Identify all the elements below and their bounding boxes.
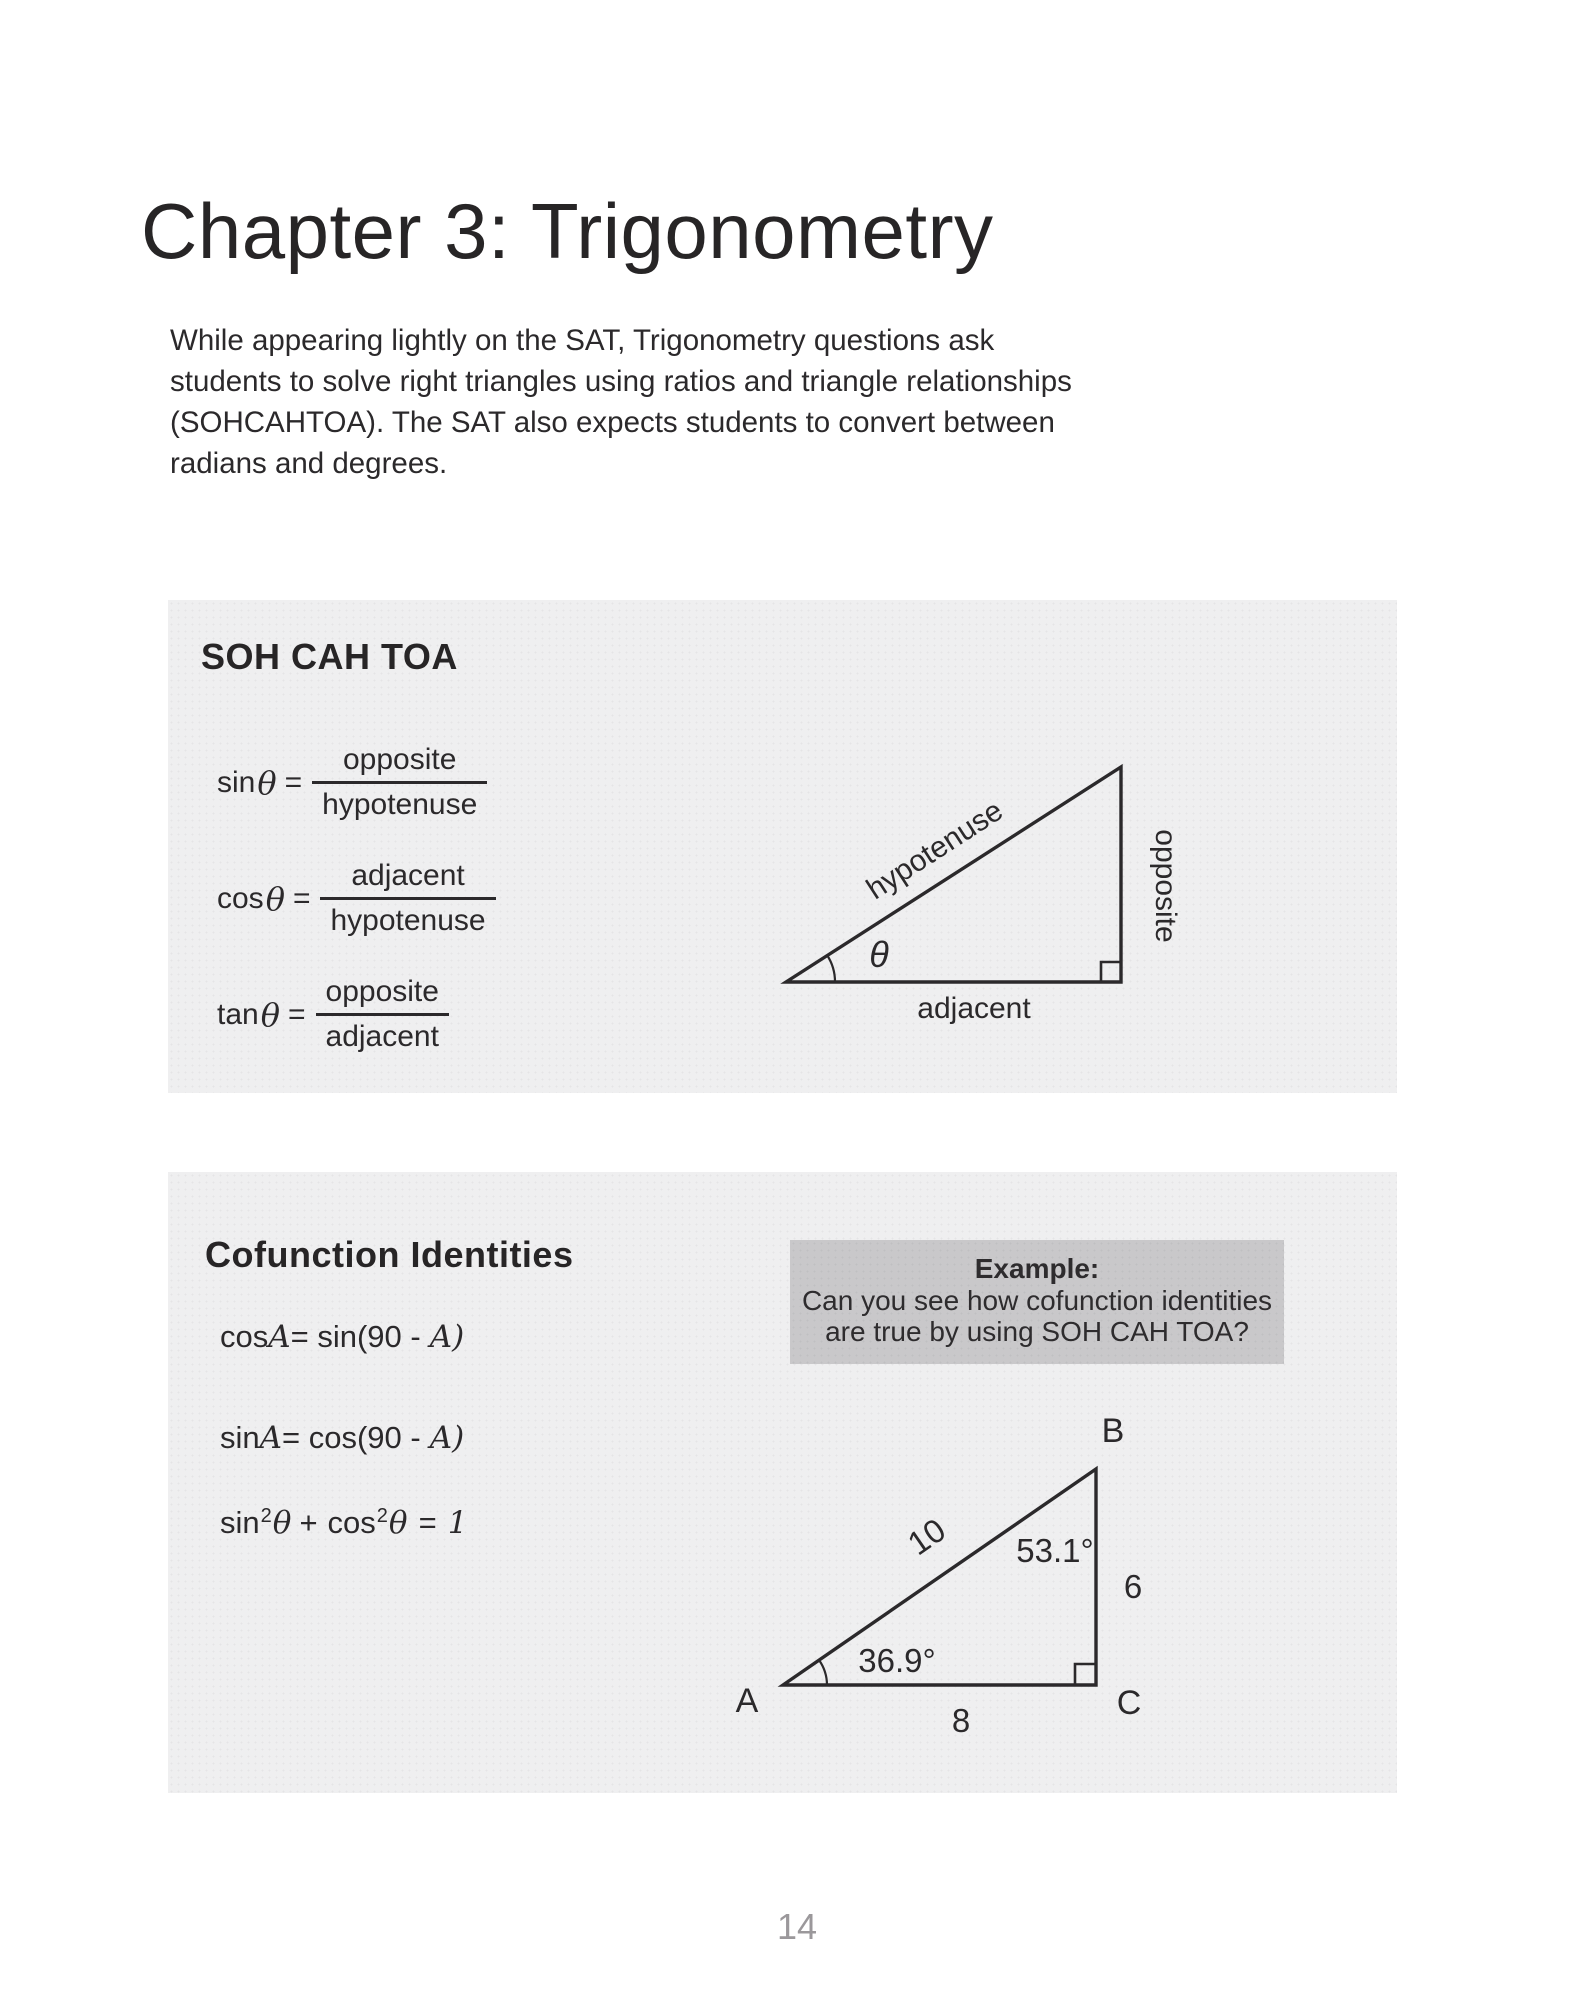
fraction-denominator: hypotenuse: [330, 904, 486, 937]
angle-arc: [827, 955, 835, 982]
closing-paren: ): [452, 1420, 465, 1456]
side-bc-length-label: 6: [1123, 1568, 1143, 1605]
equals-sign: =: [292, 881, 311, 915]
right-angle-marker: [1101, 962, 1121, 982]
identity-function: sin: [220, 1420, 260, 1455]
trig-function-name: tan: [217, 997, 259, 1031]
opposite-label: opposite: [1149, 829, 1182, 943]
identity-expression: = cos(90 -: [282, 1420, 421, 1455]
right-triangle-diagram: [168, 600, 1397, 1093]
closing-paren: ): [452, 1319, 465, 1355]
sohcahtoa-panel: [168, 600, 1397, 1093]
vertex-c-label: C: [1116, 1684, 1142, 1722]
side-ac-length-label: 8: [951, 1702, 971, 1739]
identity-variable: A: [429, 1420, 453, 1456]
angle-a-label: 36.9°: [858, 1642, 936, 1679]
equals-sign: =: [287, 997, 306, 1031]
identity-function: sin: [220, 1505, 260, 1540]
identity-expression: = sin(90 -: [290, 1319, 421, 1354]
fraction-numerator: adjacent: [351, 859, 465, 892]
angle-b-label: 53.1°: [1016, 1532, 1094, 1569]
identity-function: cos: [327, 1505, 376, 1540]
cofunction-heading: Cofunction Identities: [205, 1234, 574, 1275]
chapter-title: Chapter 3: Trigonometry: [141, 187, 994, 275]
theta-symbol: θ: [388, 1505, 408, 1541]
fraction-numerator: opposite: [325, 975, 439, 1008]
theta-symbol: θ: [265, 879, 285, 918]
fraction-numerator: opposite: [343, 743, 457, 776]
intro-line: students to solve right triangles using ratios and triangle relationships: [170, 365, 1072, 398]
cofunction-panel: [168, 1172, 1397, 1793]
identity-function: cos: [220, 1319, 269, 1354]
angle-arc: [819, 1660, 827, 1685]
adjacent-label: adjacent: [917, 992, 1031, 1025]
identity-variable: A: [268, 1319, 291, 1355]
equals-sign: =: [284, 765, 303, 799]
sohcahtoa-heading: SOH CAH TOA: [201, 636, 458, 677]
right-angle-marker: [1075, 1664, 1096, 1685]
example-label: Example:: [974, 1253, 1100, 1284]
theta-symbol: θ: [257, 763, 277, 802]
example-text-line: are true by using SOH CAH TOA?: [825, 1316, 1249, 1347]
identity-variable: A: [259, 1420, 283, 1456]
intro-paragraph: [170, 320, 1072, 484]
identity-variable: A: [429, 1319, 453, 1355]
hypotenuse-length-label: 10: [900, 1510, 953, 1563]
example-triangle-diagram: [168, 1172, 1397, 1793]
equals-sign: =: [418, 1505, 437, 1540]
trig-function-name: sin: [217, 765, 256, 799]
fraction-denominator: adjacent: [325, 1020, 439, 1053]
plus-sign: +: [299, 1505, 318, 1540]
triangle-outline: [786, 767, 1121, 982]
page-number: 14: [776, 1906, 818, 1947]
intro-line: While appearing lightly on the SAT, Trigonometry questions ask: [170, 324, 995, 357]
triangle-outline: [783, 1469, 1096, 1685]
trig-function-name: cos: [217, 881, 264, 915]
theta-angle-label: θ: [869, 934, 889, 975]
exponent: 2: [376, 1505, 388, 1527]
identity-result: 1: [447, 1505, 468, 1541]
vertex-b-label: B: [1101, 1412, 1125, 1450]
example-text-line: Can you see how cofunction identities: [801, 1284, 1273, 1316]
intro-line: (SOHCAHTOA). The SAT also expects students to convert between: [170, 406, 1055, 439]
hypotenuse-label: hypotenuse: [860, 793, 1009, 907]
theta-symbol: θ: [272, 1505, 292, 1541]
exponent: 2: [260, 1505, 272, 1527]
fraction-denominator: hypotenuse: [322, 788, 478, 821]
vertex-a-label: A: [735, 1682, 759, 1720]
theta-symbol: θ: [260, 995, 280, 1034]
intro-line: radians and degrees.: [170, 447, 448, 480]
